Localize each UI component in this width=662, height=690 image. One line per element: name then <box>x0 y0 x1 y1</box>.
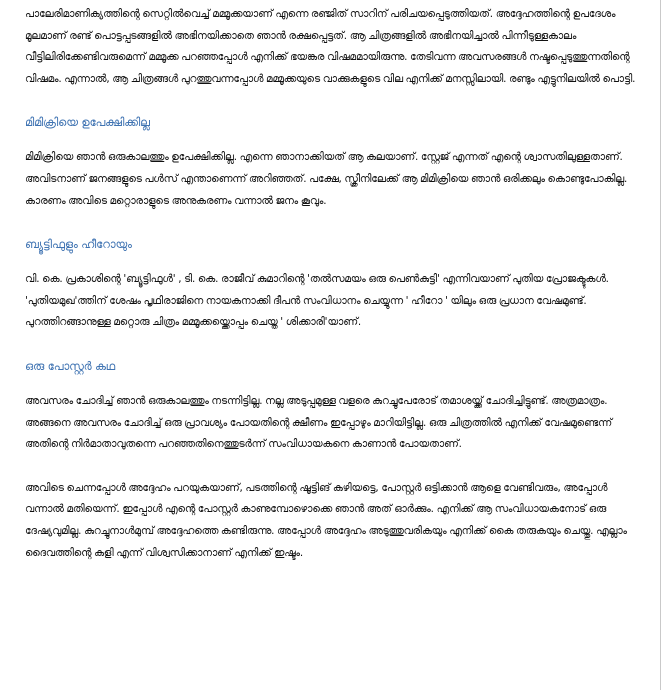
projects-paragraph: വി. കെ. പ്രകാശിന്റെ 'ബ്യൂട്ടിഫുൾ' , ടി. കെ. രാജീവ് കുമാറിന്റെ 'തൽസമയം ഒരു പെൺകുട്ടി' എന്നിവയാണ് പുതിയ പ്രോജക്ടുകൾ. 'പുതിയമുഖ'ത്തിന് ശേഷം പൃഥിരാജിനെ നായകനാക്കി ദീപൻ സംവിധാനം ചെയ്യുന്ന ' ഹീറോ ' യിലും ഒരു പ്രധാന വേഷമുണ്ട്. പുറത്തിറങ്ങാനുള്ള മറ്റൊരു ചിത്രം മമ്മൂക്കയ്ക്കൊപ്പം ചെയ്ത ' ശിക്കാരി'യാണ്. <box>25 273 609 329</box>
poster-paragraph-1: അവസരം ചോദിച്ച് ഞാൻ ഒരുകാലത്തും നടന്നിട്ടില്ല. നല്ല അടുപ്പമുള്ള വളരെ കുറച്ചുപേരോട് തമാശയ്ക്ക് ചോദിച്ചിട്ടുണ്ട്. അത്രമാത്രം. അങ്ങനെ അവസരം ചോദിച്ച് ഒരു പ്രാവശ്യം പോയതിന്റെ ക്ഷീണം ഇപ്പോഴും മാറിയിട്ടില്ല. ഒരു ചിത്രത്തിൽ എനിക്ക് വേഷമുണ്ടെന്ന് അതിന്റെ നിർമാതാവുതന്നെ പറഞ്ഞതിനെത്തുടർന്ന് സംവിധായകനെ കാണാൻ പോയതാണ്. <box>25 394 612 451</box>
section-heading-beautiful-hero: ബ്യൂട്ടിഫുളും ഹീറോയും <box>25 237 132 252</box>
spacer <box>25 254 642 269</box>
spacer <box>25 376 642 391</box>
section-heading-mimicry: മിമിക്രിയെ ഉപേക്ഷിക്കില്ല <box>25 115 150 130</box>
spacer <box>25 212 642 234</box>
spacer <box>25 132 642 147</box>
intro-paragraph: പാലേരിമാണിക്യത്തിന്റെ സെറ്റിൽവെച്ച് മമ്മൂക്കയാണ് എന്നെ രഞ്ജിത് സാറിന് പരിചയപ്പെടുത്തിയത്. അദ്ദേഹത്തിന്റെ ഉപദേശം മൂലമാണ് രണ്ട് പൊട്ടപ്പടങ്ങളിൽ അഭിനയിക്കാതെ ഞാൻ രക്ഷപ്പെട്ടത്. ആ ചിത്രങ്ങളിൽ അഭിനയിച്ചാൽ പിന്നീടുള്ളകാലം വീട്ടിലിരിക്കേണ്ടിവരുമെന്ന് മമ്മൂക്ക പറഞ്ഞപ്പോൾ എനിക്ക് ഭയങ്കര വിഷമമായിരുന്നു. തേടിവന്ന അവസരങ്ങൾ നഷ്ടപ്പെടുത്തുന്നതിന്റെ വിഷമം. എന്നാൽ, ആ ചിത്രങ്ങൾ പുറത്തുവന്നപ്പോൾ മമ്മൂക്കയുടെ വാക്കുകളുടെ വില എനിക്ക് മനസ്സിലായി. രണ്ടും എട്ടുനിലയിൽ പൊട്ടി. <box>25 8 636 85</box>
page-border-right <box>660 0 661 690</box>
mimicry-paragraph: മിമിക്രിയെ ഞാൻ ഒരുകാലത്തും ഉപേക്ഷിക്കില്ല. എന്നെ ഞാനാക്കിയത് ആ കലയാണ്. സ്റ്റേജ് എന്നത് എന്റെ ശ്വാസതിലുള്ളതാണ്. അവിടനാണ് ജനങ്ങളുടെ പൾസ് എന്താണെന്ന് അറിഞ്ഞത്. പക്ഷേ, സ്ക്രീനിലേക്ക് ആ മിമിക്രിയെ ഞാൻ ഒരിക്കലും കൊണ്ടുപോകില്ല. കാരണം അവിടെ മറ്റൊരാളുടെ അനുകരണം വന്നാൽ ജനം കൂവും. <box>25 151 628 207</box>
spacer <box>25 90 642 112</box>
section-heading-poster-story: ഒരു പോസ്റ്റർ കഥ <box>25 358 116 373</box>
spacer <box>25 456 642 478</box>
spacer <box>25 334 642 356</box>
poster-paragraph-2: അവിടെ ചെന്നപ്പോൾ അദ്ദേഹം പറയുകയാണ്, പടത്തിന്റെ ഷൂട്ടിങ് കഴിയട്ടെ, പോസ്റ്റർ ഒട്ടിക്കാൻ ആളെ വേണ്ടിവരും, അപ്പോൾ വന്നാൽ മതിയെന്ന്. ഇപ്പോൾ എന്റെ പോസ്റ്റർ കാണുമ്പോഴൊക്കെ ഞാൻ അത് ഓർക്കും. എനിക്ക് ആ സംവിധായകനോട് ഒരു ദേഷ്യവുമില്ല. കുറച്ചുനാൾമുമ്പ് അദ്ദേഹത്തെ കണ്ടിരുന്നു. അപ്പോൾ അദ്ദേഹം അടുത്തുവരികയും എനിക്ക് കൈ തരുകയും ചെയ്തു. എല്ലാം ദൈവത്തിന്റെ കളി എന്ന് വിശ്വസിക്കാനാണ് എനിക്ക് ഇഷ്ടം. <box>25 481 627 559</box>
